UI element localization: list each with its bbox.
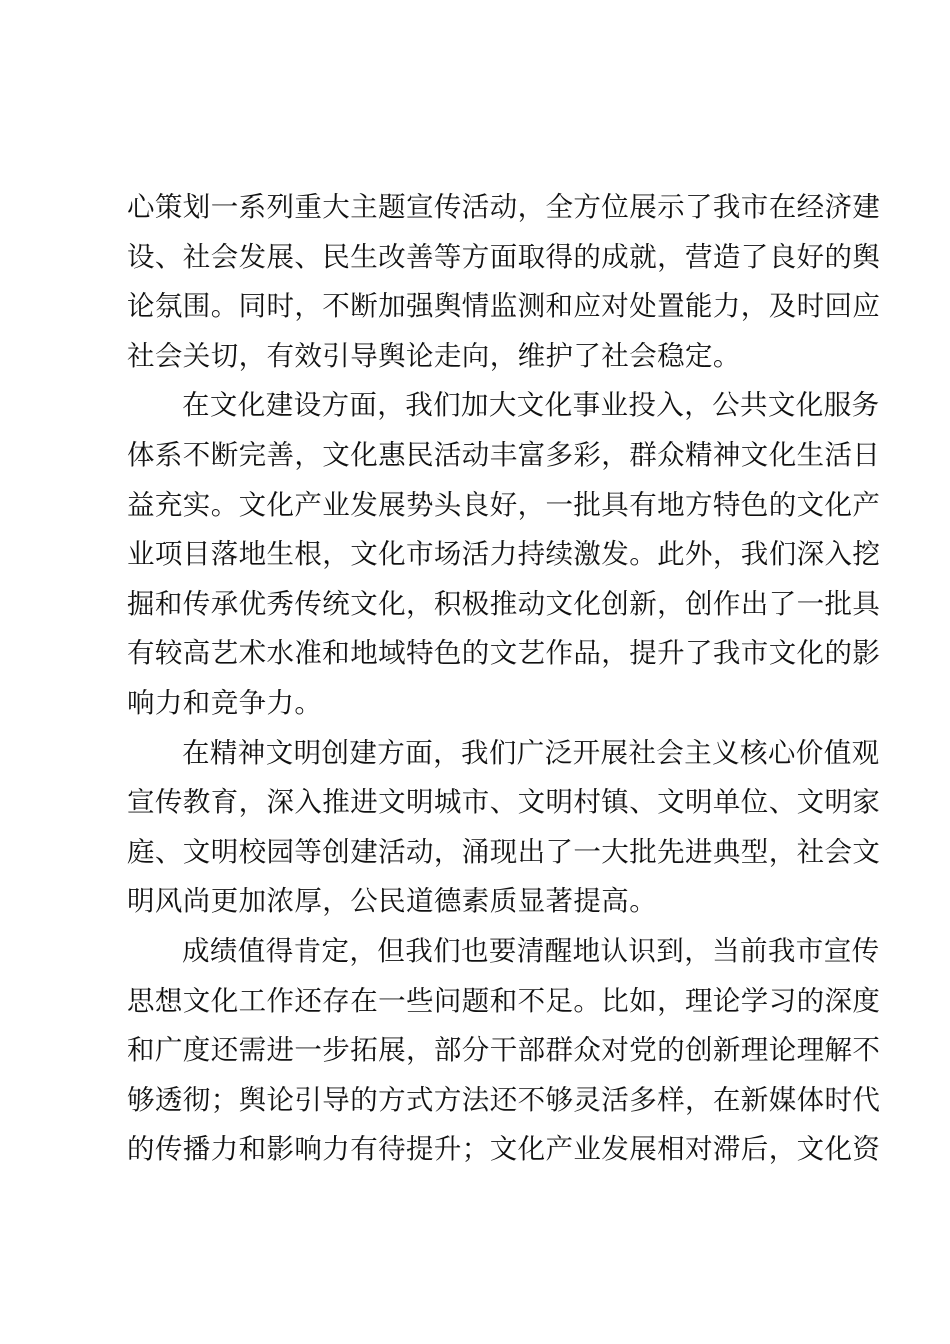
paragraph-4	[127, 927, 881, 1175]
paragraph-line: 思想文化工作还存在一些问题和不足。比如，理论学习的深度	[127, 984, 881, 1017]
paragraph-line: 益充实。文化产业发展势头良好，一批具有地方特色的文化产	[127, 488, 881, 521]
paragraph-line: 业项目落地生根，文化市场活力持续激发。此外，我们深入挖	[127, 538, 881, 571]
paragraph-line: 响力和竞争力。	[127, 686, 323, 719]
document-body	[127, 183, 881, 1175]
paragraph-line: 论氛围。同时，不断加强舆情监测和应对处置能力，及时回应	[127, 290, 881, 323]
paragraph-line: 体系不断完善，文化惠民活动丰富多彩，群众精神文化生活日	[127, 438, 881, 471]
paragraph-2	[127, 381, 881, 728]
paragraph-line: 和广度还需进一步拓展，部分干部群众对党的创新理论理解不	[127, 1034, 881, 1067]
paragraph-line: 在精神文明创建方面，我们广泛开展社会主义核心价值观	[182, 736, 880, 769]
paragraph-line: 社会关切，有效引导舆论走向，维护了社会稳定。	[127, 339, 741, 372]
paragraph-line: 庭、文明校园等创建活动，涌现出了一大批先进典型，社会文	[127, 835, 881, 868]
paragraph-line: 有较高艺术水准和地域特色的文艺作品，提升了我市文化的影	[127, 637, 881, 670]
paragraph-1	[127, 183, 881, 381]
paragraph-line: 掘和传承优秀传统文化，积极推动文化创新，创作出了一批具	[127, 587, 881, 620]
paragraph-line: 设、社会发展、民生改善等方面取得的成就，营造了良好的舆	[127, 240, 881, 273]
paragraph-line: 够透彻；舆论引导的方式方法还不够灵活多样，在新媒体时代	[127, 1083, 881, 1116]
paragraph-line: 成绩值得肯定，但我们也要清醒地认识到，当前我市宣传	[182, 934, 880, 967]
paragraph-line: 在文化建设方面，我们加大文化事业投入，公共文化服务	[182, 389, 880, 422]
paragraph-line: 宣传教育，深入推进文明城市、文明村镇、文明单位、文明家	[127, 786, 881, 819]
paragraph-line: 心策划一系列重大主题宣传活动，全方位展示了我市在经济建	[127, 191, 881, 223]
paragraph-line: 的传播力和影响力有待提升；文化产业发展相对滞后，文化资	[127, 1133, 881, 1166]
paragraph-3	[127, 729, 881, 927]
paragraph-line: 明风尚更加浓厚，公民道德素质显著提高。	[127, 885, 658, 918]
